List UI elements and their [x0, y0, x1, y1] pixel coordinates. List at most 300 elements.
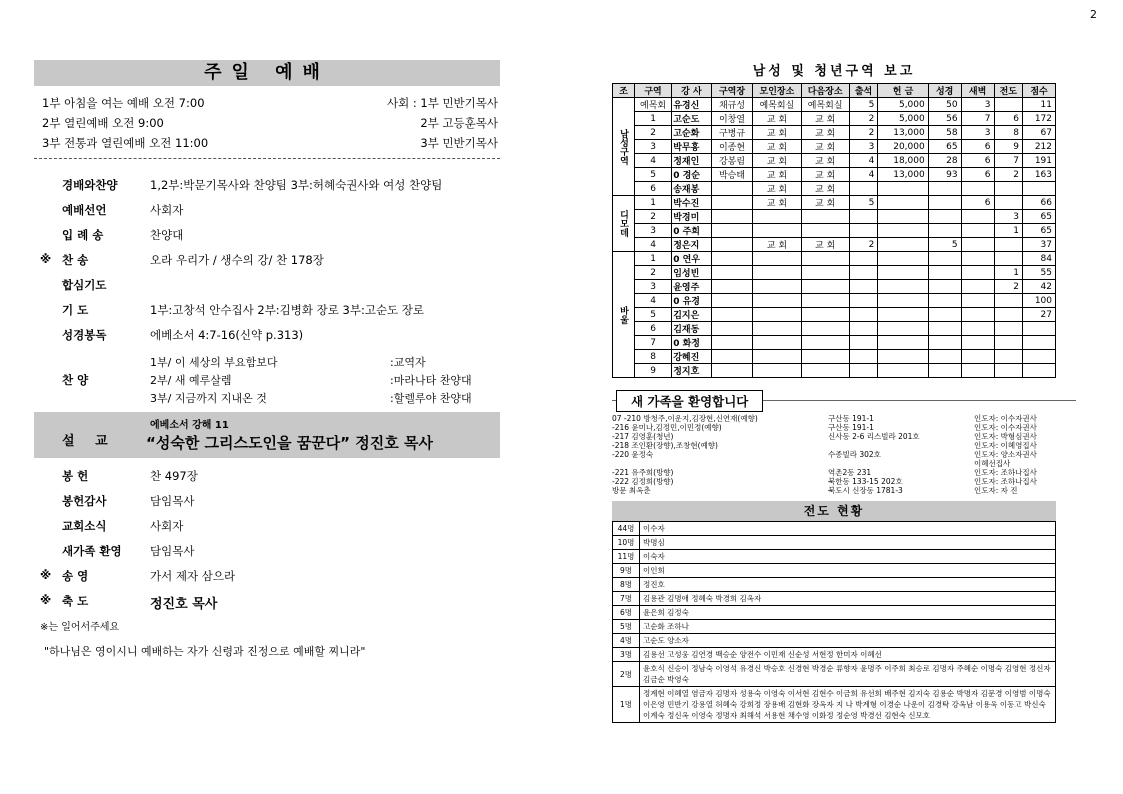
table-cell: 65 — [928, 140, 961, 154]
table-cell — [753, 308, 801, 322]
table-cell: 교 회 — [753, 140, 801, 154]
report-section — [612, 60, 1056, 723]
table-cell: 5 — [634, 168, 671, 182]
evangelism-row — [613, 648, 1056, 662]
table-cell — [994, 98, 1023, 112]
order-value: 찬양대 — [150, 228, 184, 242]
evangelism-names: 김용선 고성웅 김연경 백승순 양전수 이민재 신순성 서현정 한미자 이혜선 — [640, 648, 1056, 662]
table-cell — [711, 266, 753, 280]
table-cell — [928, 336, 961, 350]
table-cell: 6 — [634, 322, 671, 336]
table-cell — [801, 364, 849, 378]
evangelism-names: 고순화 조하나 — [640, 620, 1056, 634]
table-cell: 1 — [634, 112, 671, 126]
order-label: 기 도 — [62, 303, 89, 317]
evangelism-count: 9명 — [613, 564, 640, 578]
table-cell: 예목회실 — [801, 98, 849, 112]
table-cell: 65 — [1023, 224, 1056, 238]
table-cell — [753, 210, 801, 224]
table-cell: 임성빈 — [672, 266, 711, 280]
service-row — [42, 92, 500, 112]
table-cell — [849, 364, 878, 378]
table-cell — [711, 294, 753, 308]
table-cell: 강봉림 — [711, 154, 753, 168]
table-cell — [961, 224, 994, 238]
table-cell — [753, 266, 801, 280]
table-cell — [961, 252, 994, 266]
welcome-guide: 인도자: 조하나집사 — [974, 468, 1037, 477]
table-cell: 4 — [634, 154, 671, 168]
table-cell — [849, 182, 878, 196]
table-cell — [961, 280, 994, 294]
table-cell — [994, 238, 1023, 252]
table-row — [613, 238, 1056, 252]
table-cell: 고순화 — [672, 126, 711, 140]
worship-section — [34, 60, 500, 659]
anthem-song: 2부/ 새 예루살렘 — [150, 374, 232, 387]
table-cell — [878, 238, 928, 252]
welcome-header — [612, 390, 1056, 410]
table-cell: 3 — [634, 280, 671, 294]
table-cell: 5 — [928, 238, 961, 252]
table-cell — [994, 196, 1023, 210]
table-cell: 9 — [994, 140, 1023, 154]
table-cell — [961, 238, 994, 252]
order-item — [34, 514, 500, 539]
column-header: 출석 — [849, 84, 878, 98]
evangelism-row — [613, 522, 1056, 536]
order-label: 교회소식 — [62, 519, 107, 533]
evangelism-names: 정계현 이혜열 염금자 김명자 성용숙 이영숙 이서현 김현수 이금희 유선희 배주현 김지숙 김용순 박명자 김문경 이영범 이명숙 이은영 민반기 강용열 허혜숙 강희정 장용배 김현화 장옥자 지 나 박계형 이경순 나운이 김경탁 강옥남 이용욱 이동고 박신숙 이계숙 정신옥 이영숙 정명자 최해석 서용현 채수영 이화정 정순영 박경선 김현숙 신모호 — [640, 687, 1056, 723]
anthem-row — [34, 390, 500, 408]
table-cell: 6 — [961, 154, 994, 168]
column-header: 점수 — [1023, 84, 1056, 98]
order-item — [34, 273, 500, 298]
table-cell: 2 — [849, 112, 878, 126]
table-cell — [878, 280, 928, 294]
welcome-name: -218 조인환(장향),조창현(예향) — [612, 441, 718, 450]
evangelism-names: 정진호 — [640, 578, 1056, 592]
table-cell — [878, 210, 928, 224]
table-cell: 강혜진 — [672, 350, 711, 364]
table-row — [613, 252, 1056, 266]
table-cell: 18,000 — [878, 154, 928, 168]
welcome-address: 역촌2동 231 — [828, 468, 872, 477]
sermon-title: “성숙한 그리스도인을 꿈꾼다” 정진호 목사 — [146, 434, 433, 452]
evangelism-names: 김용관 김명애 정혜숙 박경희 김옥자 — [640, 592, 1056, 606]
table-cell: 5 — [849, 98, 878, 112]
anthem-label: 찬 양 — [62, 373, 89, 387]
welcome-row — [612, 459, 1056, 468]
table-cell: 1 — [994, 266, 1023, 280]
table-cell — [878, 182, 928, 196]
worship-order-part2 — [34, 464, 500, 614]
welcome-row — [612, 432, 1056, 441]
table-cell — [928, 252, 961, 266]
table-cell — [928, 196, 961, 210]
service-name: 1부 아침을 여는 예배 오전 7:00 — [42, 96, 205, 110]
table-row — [613, 168, 1056, 182]
table-cell — [711, 364, 753, 378]
table-cell — [878, 266, 928, 280]
table-cell: 교 회 — [753, 196, 801, 210]
table-cell: 3 — [994, 210, 1023, 224]
table-cell: 2 — [634, 210, 671, 224]
table-cell: 20,000 — [878, 140, 928, 154]
table-cell: 교 회 — [801, 182, 849, 196]
table-row — [613, 154, 1056, 168]
welcome-name: 방문 최옥춘 — [612, 486, 651, 495]
table-cell — [878, 196, 928, 210]
table-cell: 5 — [634, 308, 671, 322]
table-cell — [994, 322, 1023, 336]
table-cell — [711, 210, 753, 224]
welcome-guide: 인도자: 박형심권사 — [974, 432, 1037, 441]
table-cell: 0 경순 — [672, 168, 711, 182]
table-row — [613, 364, 1056, 378]
table-cell: 0 연우 — [672, 252, 711, 266]
welcome-row — [612, 486, 1056, 495]
welcome-row — [612, 441, 1056, 450]
service-row — [42, 112, 500, 132]
table-cell — [1023, 322, 1056, 336]
report-table — [612, 83, 1056, 378]
column-header: 헌 금 — [878, 84, 928, 98]
evangelism-row — [613, 550, 1056, 564]
order-value: 사회자 — [150, 519, 184, 533]
anthem-list — [34, 354, 500, 408]
table-cell: 정은지 — [672, 238, 711, 252]
table-cell — [801, 336, 849, 350]
table-cell: 1 — [994, 224, 1023, 238]
table-row — [613, 224, 1056, 238]
table-cell — [849, 252, 878, 266]
sermon-label: 설 교 — [62, 434, 116, 449]
table-cell — [849, 336, 878, 350]
table-cell: 김재동 — [672, 322, 711, 336]
table-cell: 27 — [1023, 308, 1056, 322]
table-cell: 7 — [994, 154, 1023, 168]
sermon-reference: 에베소서 강해 11 — [150, 420, 229, 431]
order-label: 봉헌감사 — [62, 494, 107, 508]
table-cell: 6 — [961, 168, 994, 182]
table-cell: 4 — [634, 238, 671, 252]
table-cell: 3 — [961, 126, 994, 140]
table-cell — [849, 350, 878, 364]
order-label: 성경봉독 — [62, 328, 107, 342]
column-header: 새벽 — [961, 84, 994, 98]
evangelism-count: 3명 — [613, 648, 640, 662]
evangelism-count: 8명 — [613, 578, 640, 592]
table-cell: 고순도 — [672, 112, 711, 126]
evangelism-count: 11명 — [613, 550, 640, 564]
table-cell — [711, 182, 753, 196]
welcome-row — [612, 450, 1056, 459]
table-cell — [711, 350, 753, 364]
table-cell: 2 — [634, 266, 671, 280]
table-cell: 교 회 — [753, 126, 801, 140]
welcome-guide: 이혜선집사 — [974, 459, 1011, 468]
table-cell — [801, 294, 849, 308]
welcome-name: -216 윤미나,김정민,이민정(예향) — [612, 423, 722, 432]
order-value: 1,2부:박문기목사와 찬양팀 3부:허혜숙권사와 여성 찬양팀 — [150, 178, 443, 192]
welcome-guide: 인도자: 조하나집사 — [974, 477, 1037, 486]
evangelism-count: 7명 — [613, 592, 640, 606]
table-cell: 1 — [634, 252, 671, 266]
table-cell: 191 — [1023, 154, 1056, 168]
table-cell: 김지은 — [672, 308, 711, 322]
table-cell — [711, 238, 753, 252]
evangelism-count: 44명 — [613, 522, 640, 536]
table-cell: 66 — [1023, 196, 1056, 210]
table-cell: 3 — [634, 140, 671, 154]
order-item — [34, 464, 500, 489]
evangelism-title: 전도 현황 — [612, 501, 1056, 521]
table-cell: 212 — [1023, 140, 1056, 154]
table-cell — [961, 308, 994, 322]
table-cell — [928, 210, 961, 224]
table-cell: 이창열 — [711, 112, 753, 126]
table-cell — [849, 224, 878, 238]
service-leader: 3부 민반기목사 — [420, 136, 498, 150]
table-cell — [753, 252, 801, 266]
table-cell — [1023, 336, 1056, 350]
table-cell — [994, 252, 1023, 266]
table-row — [613, 280, 1056, 294]
table-cell: 7 — [634, 336, 671, 350]
table-cell: 교 회 — [753, 168, 801, 182]
table-cell: 2 — [994, 280, 1023, 294]
order-item — [34, 323, 500, 348]
table-cell: 163 — [1023, 168, 1056, 182]
scripture-verse: "하나님은 영이시니 예배하는 자가 신령과 진정으로 예배할 찌니라" — [44, 645, 366, 658]
table-cell — [753, 294, 801, 308]
column-header: 성경 — [928, 84, 961, 98]
worship-order-part1 — [34, 173, 500, 348]
welcome-name: -222 김정희(방향) — [612, 477, 674, 486]
anthem-block — [34, 354, 500, 408]
table-cell — [928, 350, 961, 364]
table-cell: 9 — [634, 364, 671, 378]
table-cell: 8 — [994, 126, 1023, 140]
table-cell — [849, 294, 878, 308]
evangelism-names: 이인희 — [640, 564, 1056, 578]
table-cell — [878, 308, 928, 322]
table-cell: 정지호 — [672, 364, 711, 378]
service-leader: 2부 고등훈목사 — [420, 116, 498, 130]
evangelism-names: 이수자 — [640, 522, 1056, 536]
order-item — [34, 489, 500, 514]
table-cell — [849, 322, 878, 336]
table-cell — [753, 322, 801, 336]
table-cell: 교 회 — [753, 154, 801, 168]
table-cell — [801, 280, 849, 294]
table-cell: 3 — [961, 98, 994, 112]
column-header: 구역장 — [711, 84, 753, 98]
table-cell: 4 — [849, 154, 878, 168]
table-cell: 이종현 — [711, 140, 753, 154]
report-title: 남성 및 청년구역 보고 — [752, 64, 916, 79]
table-cell: 11 — [1023, 98, 1056, 112]
welcome-address: 북도시 신장동 1781-3 — [828, 486, 903, 495]
evangelism-row — [613, 662, 1056, 687]
table-cell: 교 회 — [801, 140, 849, 154]
welcome-address: 신사동 2-6 리스빌라 201호 — [828, 432, 920, 441]
table-row — [613, 112, 1056, 126]
table-cell: 6 — [961, 140, 994, 154]
divider — [34, 158, 500, 159]
service-name: 2부 열린예배 오전 9:00 — [42, 116, 164, 130]
column-header: 전도 — [994, 84, 1023, 98]
table-cell: 4 — [634, 294, 671, 308]
evangelism-row — [613, 536, 1056, 550]
table-cell: 28 — [928, 154, 961, 168]
welcome-name: -220 윤정숙 — [612, 450, 654, 459]
column-header: 강 사 — [672, 84, 711, 98]
table-row — [613, 350, 1056, 364]
table-cell — [711, 280, 753, 294]
service-times — [34, 92, 500, 152]
evangelism-row — [613, 687, 1056, 723]
table-cell — [928, 364, 961, 378]
evangelism-row — [613, 592, 1056, 606]
standing-note: ※는 일어서주세요 — [40, 622, 120, 633]
anthem-choir: :할렐루야 찬양대 — [390, 392, 472, 405]
evangelism-count: 4명 — [613, 634, 640, 648]
worship-title: 주일 예배 — [34, 60, 500, 86]
order-value: 찬 497장 — [150, 469, 198, 483]
table-cell: 교 회 — [753, 182, 801, 196]
order-label: 합심기도 — [62, 278, 107, 292]
table-cell: 3 — [849, 140, 878, 154]
table-cell — [928, 182, 961, 196]
welcome-address: 수종빌라 302호 — [828, 450, 881, 459]
anthem-row — [34, 372, 500, 390]
group-label: 남성구역 — [613, 98, 635, 196]
evangelism-row — [613, 578, 1056, 592]
table-cell — [711, 252, 753, 266]
table-cell: 13,000 — [878, 168, 928, 182]
evangelism-count: 5명 — [613, 620, 640, 634]
evangelism-names: 윤은희 김정숙 — [640, 606, 1056, 620]
table-cell — [928, 308, 961, 322]
evangelism-count: 6명 — [613, 606, 640, 620]
table-cell — [961, 322, 994, 336]
table-cell: 6 — [634, 182, 671, 196]
evangelism-row — [613, 634, 1056, 648]
table-cell — [711, 196, 753, 210]
table-cell — [928, 322, 961, 336]
table-cell — [961, 182, 994, 196]
order-label: 봉 헌 — [62, 469, 89, 483]
evangelism-table — [612, 521, 1056, 723]
order-label: 송 영 — [62, 569, 89, 583]
table-cell: 예목회실 — [753, 98, 801, 112]
table-cell — [1023, 182, 1056, 196]
group-label: 바울 — [613, 252, 635, 378]
order-value: 담임목사 — [150, 494, 195, 508]
anthem-choir: :교역자 — [390, 356, 426, 369]
order-label: 예배선언 — [62, 203, 107, 217]
table-cell: 42 — [1023, 280, 1056, 294]
table-cell: 6 — [994, 112, 1023, 126]
order-item — [34, 589, 500, 614]
table-cell: 교 회 — [801, 168, 849, 182]
order-item — [34, 564, 500, 589]
table-cell: 172 — [1023, 112, 1056, 126]
table-cell: 93 — [928, 168, 961, 182]
table-row — [613, 210, 1056, 224]
required-mark: ※ — [40, 593, 52, 607]
page-number: 2 — [1090, 8, 1097, 21]
table-cell — [994, 308, 1023, 322]
table-cell — [801, 266, 849, 280]
table-cell: 2 — [849, 238, 878, 252]
table-cell — [928, 280, 961, 294]
table-cell: 교 회 — [801, 154, 849, 168]
welcome-guide: 인도자: 이수자권사 — [974, 414, 1037, 423]
table-cell — [878, 336, 928, 350]
group-label: 디모데 — [613, 196, 635, 252]
table-cell — [994, 364, 1023, 378]
welcome-guide: 인도자: 양소자권사 — [974, 450, 1037, 459]
table-cell: 박경미 — [672, 210, 711, 224]
welcome-name: -217 김영훈(청년) — [612, 432, 674, 441]
table-cell: 5,000 — [878, 112, 928, 126]
service-name: 3부 전통과 열린예배 오전 11:00 — [42, 136, 209, 150]
table-cell — [878, 294, 928, 308]
table-cell: 교 회 — [801, 112, 849, 126]
welcome-name: -221 유주희(방향) — [612, 468, 674, 477]
welcome-row — [612, 477, 1056, 486]
table-cell — [1023, 364, 1056, 378]
table-row — [613, 196, 1056, 210]
table-cell: 정재인 — [672, 154, 711, 168]
table-row — [613, 126, 1056, 140]
order-item — [34, 539, 500, 564]
table-cell — [961, 210, 994, 224]
evangelism-count: 2명 — [613, 662, 640, 687]
order-value: 1부:고창석 안수집사 2부:김병화 장로 3부:고순도 장로 — [150, 303, 425, 317]
table-cell — [961, 336, 994, 350]
order-label: 찬 송 — [62, 253, 89, 267]
table-cell — [711, 322, 753, 336]
table-row — [613, 294, 1056, 308]
order-item — [34, 248, 500, 273]
evangelism-names: 고순도 양소자 — [640, 634, 1056, 648]
welcome-name: 07 -210 방청주,이운지,김장현,신연재(예향) — [612, 414, 758, 423]
table-cell: 58 — [928, 126, 961, 140]
table-cell: 송재봉 — [672, 182, 711, 196]
table-cell — [711, 308, 753, 322]
table-cell — [961, 350, 994, 364]
table-cell — [878, 322, 928, 336]
order-value: 에베소서 4:7-16(신약 p.313) — [150, 328, 304, 342]
table-cell — [801, 224, 849, 238]
table-row — [613, 322, 1056, 336]
table-row — [613, 98, 1056, 112]
order-label: 경배와찬양 — [62, 178, 118, 192]
table-cell — [878, 350, 928, 364]
table-cell — [849, 266, 878, 280]
required-mark: ※ — [40, 568, 52, 582]
anthem-row — [34, 354, 500, 372]
order-value: 오라 우리가 / 생수의 강/ 찬 178장 — [150, 253, 324, 267]
service-leader: 사회 : 1부 민반기목사 — [386, 96, 498, 110]
table-cell — [994, 350, 1023, 364]
order-label: 축 도 — [62, 594, 89, 608]
welcome-address: 북한동 133-15 202호 — [828, 477, 903, 486]
